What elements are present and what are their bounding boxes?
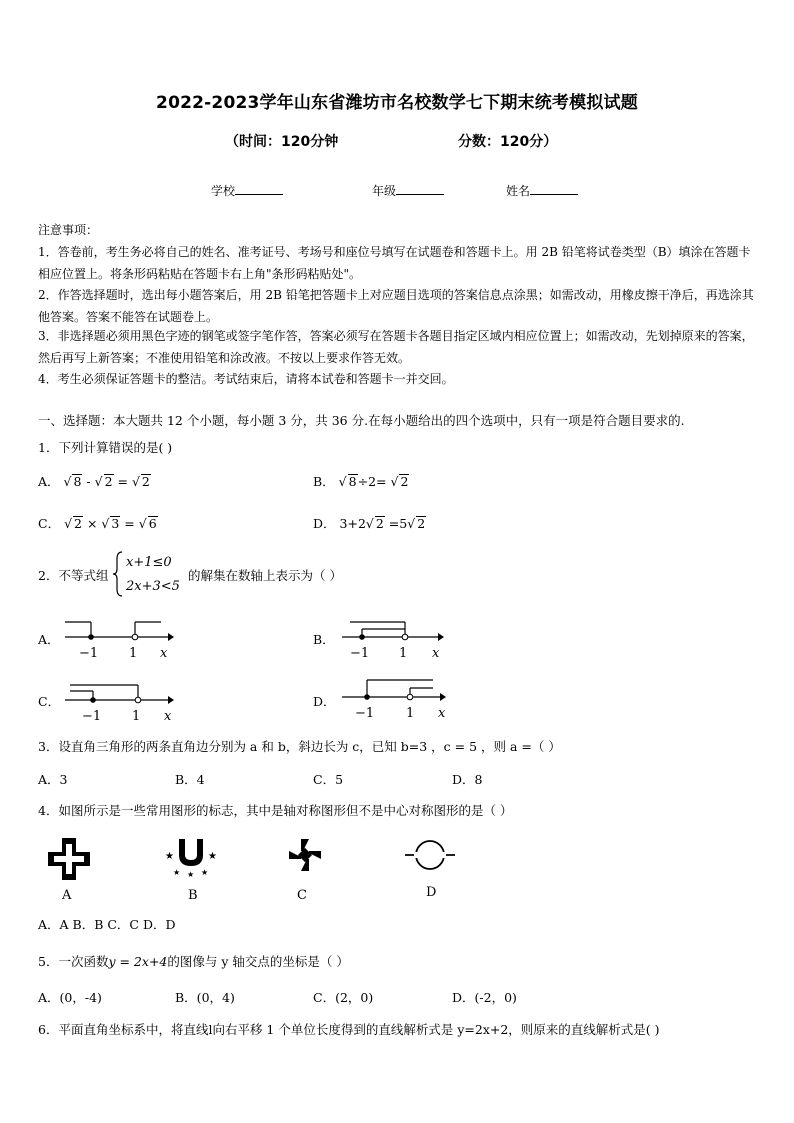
q2-ineq-1: x+1≤0 bbox=[126, 555, 172, 570]
q1-d-expr: 3+2√ 2 =5√ 2 bbox=[339, 516, 426, 531]
q2-b-tick-pos: 1 bbox=[399, 646, 408, 661]
q5-stem bbox=[38, 952, 349, 970]
q3-option-a[interactable]: A．3 bbox=[38, 772, 68, 787]
q1-c-expr: √ 2 × √ 3 = √ 6 bbox=[64, 516, 157, 531]
q4-label-b: B bbox=[188, 888, 198, 903]
q5-stem-post: 的图像与 y 轴交点的坐标是（ ） bbox=[167, 954, 349, 969]
grade-field[interactable] bbox=[372, 182, 444, 199]
circle-line-icon bbox=[405, 841, 455, 869]
school-label: 学校 bbox=[211, 184, 236, 198]
q5-option-c[interactable]: C．(2，0) bbox=[313, 990, 374, 1005]
svg-text:★: ★ bbox=[173, 868, 181, 877]
school-field[interactable] bbox=[211, 182, 283, 199]
notice-item-2: 2．作答选择题时，选出每小题答案后，用 2B 铅笔把答题卡上对应题目选项的答案信息点涂黑；如需改动，用橡皮擦干净后，再选涂其他答案。答案不能答在试题卷上。 bbox=[38, 288, 754, 324]
q4-figure-a bbox=[45, 835, 95, 907]
school-blank[interactable] bbox=[235, 182, 283, 195]
q1-option-d[interactable] bbox=[313, 514, 426, 532]
q2-d-axis-label: x bbox=[438, 706, 446, 721]
q5-option-d[interactable]: D．(-2，0) bbox=[452, 990, 517, 1005]
svg-text:★: ★ bbox=[165, 851, 174, 862]
svg-text:★: ★ bbox=[208, 851, 217, 862]
q4-label-a: A bbox=[62, 888, 72, 903]
q1-b-expr: √ 8÷2= √ 2 bbox=[338, 474, 409, 489]
q2-c-axis-label: x bbox=[164, 709, 172, 724]
section-heading: 一、选择题：本大题共 12 个小题，每小题 3 分，共 36 分.在每小题给出的四个选项中，只有一项是符合题目要求的. bbox=[38, 413, 685, 428]
q4-figure-b bbox=[163, 835, 221, 907]
name-label: 姓名 bbox=[506, 184, 531, 198]
q2-d-tick-neg: −1 bbox=[355, 706, 375, 721]
q5-stem-pre: 5．一次函数 bbox=[38, 954, 109, 969]
q2-option-c-label[interactable]: C． bbox=[38, 694, 61, 709]
q2-option-b-numberline[interactable] bbox=[340, 615, 450, 663]
q2-d-tick-pos: 1 bbox=[406, 706, 415, 721]
q2-option-b-label[interactable]: B． bbox=[313, 632, 335, 647]
q2-option-c-numberline[interactable] bbox=[60, 677, 180, 725]
q4-figure-c bbox=[283, 835, 333, 907]
page-title: 2022-2023学年山东省潍坊市名校数学七下期末统考模拟试题 bbox=[156, 93, 638, 113]
q2-stem-pre: 2．不等式组 bbox=[38, 568, 109, 583]
q1-c-label: C． bbox=[38, 516, 61, 531]
q3-option-b[interactable]: B．4 bbox=[175, 772, 205, 787]
exam-score: 分数：120分） bbox=[458, 134, 558, 150]
q2-ineq-2: 2x+3<5 bbox=[126, 579, 180, 594]
pinwheel-icon bbox=[289, 839, 321, 871]
q2-a-axis-label: x bbox=[160, 646, 168, 661]
q4-stem: 4．如图所示是一些常用图形的标志，其中是轴对称图形但不是中心对称图形的是（ ） bbox=[38, 803, 513, 818]
notice-item-4: 4．考生必须保证答题卡的整洁。考试结束后，请将本试卷和答题卡一并交回。 bbox=[38, 372, 454, 386]
grade-blank[interactable] bbox=[396, 182, 444, 195]
svg-text:★: ★ bbox=[201, 868, 209, 877]
q1-a-label: A． bbox=[38, 474, 60, 489]
svg-text:★: ★ bbox=[187, 870, 195, 879]
q1-option-b[interactable] bbox=[313, 472, 409, 490]
q4-figure-d bbox=[402, 835, 462, 907]
q1-option-c[interactable] bbox=[38, 514, 158, 532]
name-blank[interactable] bbox=[530, 182, 578, 195]
notice-heading: 注意事项： bbox=[38, 223, 99, 237]
q6-stem: 6．平面直角坐标系中，将直线l向右平移 1 个单位长度得到的直线解析式是 y=2x+2，则原来的直线解析式是( ) bbox=[38, 1022, 660, 1037]
q4-options[interactable]: A．A B．B C．C D．D bbox=[38, 917, 176, 932]
q2-c-tick-neg: −1 bbox=[82, 709, 102, 724]
q2-a-tick-neg: −1 bbox=[79, 646, 99, 661]
q5-formula: y = 2x+4 bbox=[108, 954, 168, 969]
q2-option-d-numberline[interactable] bbox=[340, 677, 455, 725]
q3-stem: 3．设直角三角形的两条直角边分别为 a 和 b，斜边长为 c，已知 b=3 ，c = 5 ，则 a =（ ） bbox=[38, 739, 561, 754]
q1-a-expr: √ 8 - √ 2 = √ 2 bbox=[63, 474, 150, 489]
q1-b-label: B． bbox=[313, 474, 335, 489]
q4-label-d: D bbox=[426, 885, 437, 900]
notice-item-1: 1．答卷前，考生务必将自己的姓名、准考证号、考场号和座位号填写在试题卷和答题卡上。用 2B 铅笔将试卷类型（B）填涂在答题卡相应位置上。将条形码粘贴在答题卡右上角"条形码粘贴处"。 bbox=[38, 245, 751, 281]
name-field[interactable] bbox=[506, 182, 578, 199]
grade-label: 年级 bbox=[372, 184, 397, 198]
q5-option-a[interactable]: A．(0，-4) bbox=[38, 990, 102, 1005]
q3-option-d[interactable]: D．8 bbox=[452, 772, 483, 787]
q2-option-a-numberline[interactable] bbox=[60, 615, 180, 663]
q2-brace-system bbox=[112, 549, 192, 599]
q2-stem-post: 的解集在数轴上表示为（ ） bbox=[188, 568, 342, 583]
red-cross-icon bbox=[48, 838, 90, 880]
exam-time: （时间：120分钟 bbox=[225, 134, 339, 150]
q1-option-a[interactable] bbox=[38, 472, 151, 490]
q2-b-tick-neg: −1 bbox=[350, 646, 370, 661]
q3-option-c[interactable]: C．5 bbox=[313, 772, 344, 787]
q2-option-d-label[interactable]: D． bbox=[313, 694, 336, 709]
magnet-stars-icon bbox=[165, 839, 217, 879]
q1-stem: 1．下列计算错误的是( ) bbox=[38, 440, 173, 455]
q1-d-label: D． bbox=[313, 516, 336, 531]
q2-c-tick-pos: 1 bbox=[132, 709, 141, 724]
q4-label-c: C bbox=[297, 888, 307, 903]
notice-item-3: 3．非选择题必须用黑色字迹的钢笔或签字笔作答，答案必须写在答题卡各题目指定区域内相应位置上；如需改动，先划掉原来的答案，然后再写上新答案；不准使用铅笔和涂改液。不按以上要求作答无效。 bbox=[38, 329, 754, 365]
q5-option-b[interactable]: B．(0，4) bbox=[175, 990, 235, 1005]
q2-b-axis-label: x bbox=[432, 646, 440, 661]
q2-option-a-label[interactable]: A． bbox=[38, 632, 60, 647]
q2-a-tick-pos: 1 bbox=[129, 646, 138, 661]
